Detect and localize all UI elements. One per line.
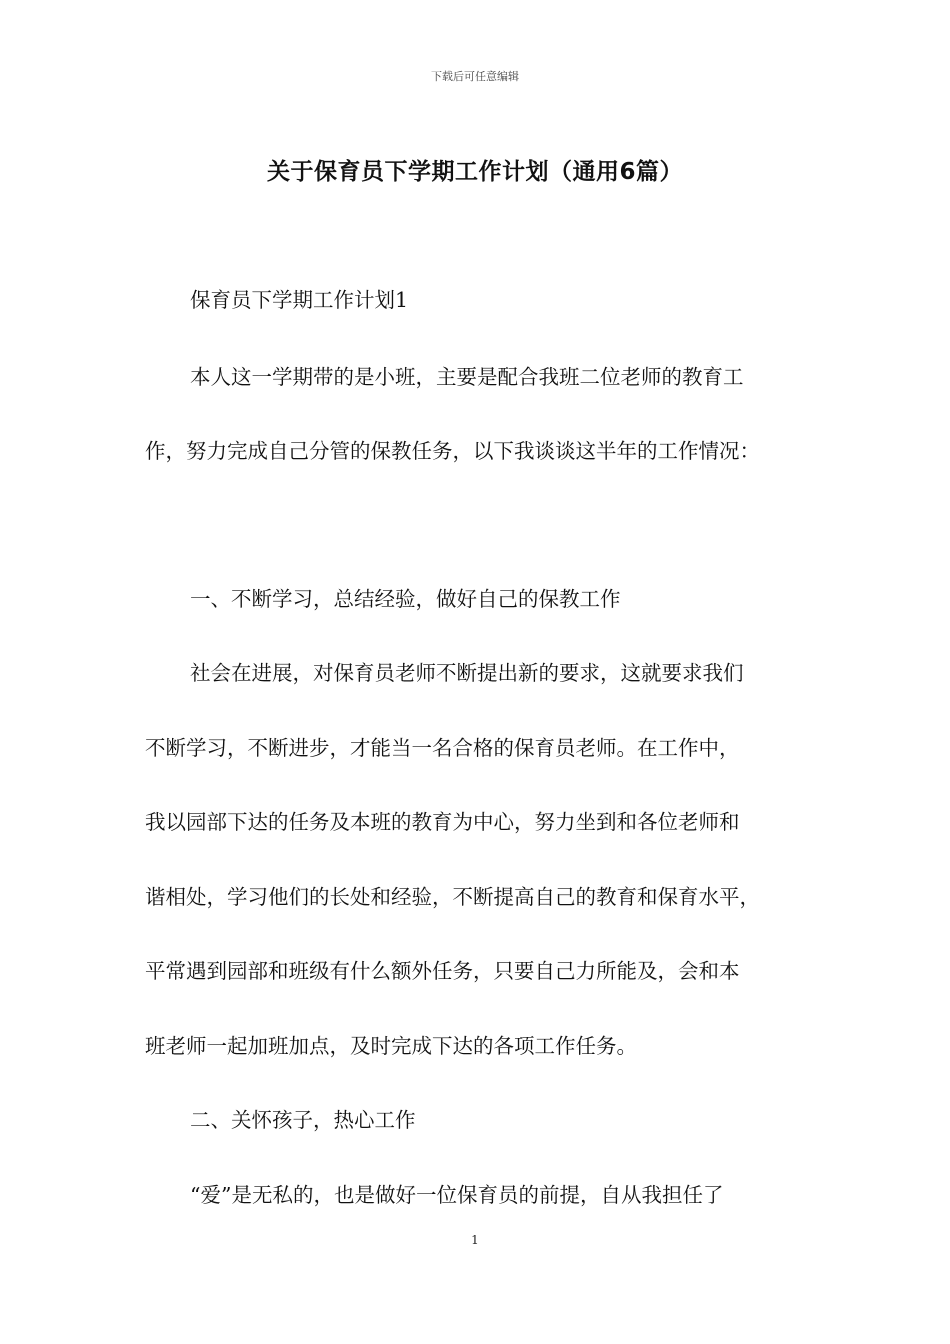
paragraph-line: 作，努力完成自己分管的保教任务，以下我谈谈这半年的工作情况： — [145, 439, 760, 463]
document-title: 关于保育员下学期工作计划（通用6篇） — [266, 159, 683, 185]
paragraph-line: 不断学习，不断进步，才能当一名合格的保育员老师。在工作中， — [145, 736, 740, 760]
paragraph-line: 我以园部下达的任务及本班的教育为中心，努力坐到和各位老师和 — [145, 810, 740, 834]
page-number: 1 — [471, 1233, 479, 1247]
paragraph-line: 谐相处，学习他们的长处和经验，不断提高自己的教育和保育水平， — [145, 885, 760, 909]
section-heading: 保育员下学期工作计划1 — [190, 288, 409, 312]
paragraph-line: 社会在进展，对保育员老师不断提出新的要求，这就要求我们 — [190, 661, 744, 685]
header-note: 下载后可任意编辑 — [431, 70, 519, 83]
paragraph-line: 平常遇到园部和班级有什么额外任务，只要自己力所能及，会和本 — [145, 959, 740, 983]
paragraph-line: “爱”是无私的，也是做好一位保育员的前提，自从我担任了 — [190, 1183, 724, 1207]
section-heading: 一、不断学习，总结经验，做好自己的保教工作 — [190, 587, 621, 611]
paragraph-line: 本人这一学期带的是小班，主要是配合我班二位老师的教育工 — [190, 365, 744, 389]
section-heading: 二、关怀孩子，热心工作 — [190, 1108, 416, 1132]
paragraph-line: 班老师一起加班加点，及时完成下达的各项工作任务。 — [145, 1034, 637, 1058]
